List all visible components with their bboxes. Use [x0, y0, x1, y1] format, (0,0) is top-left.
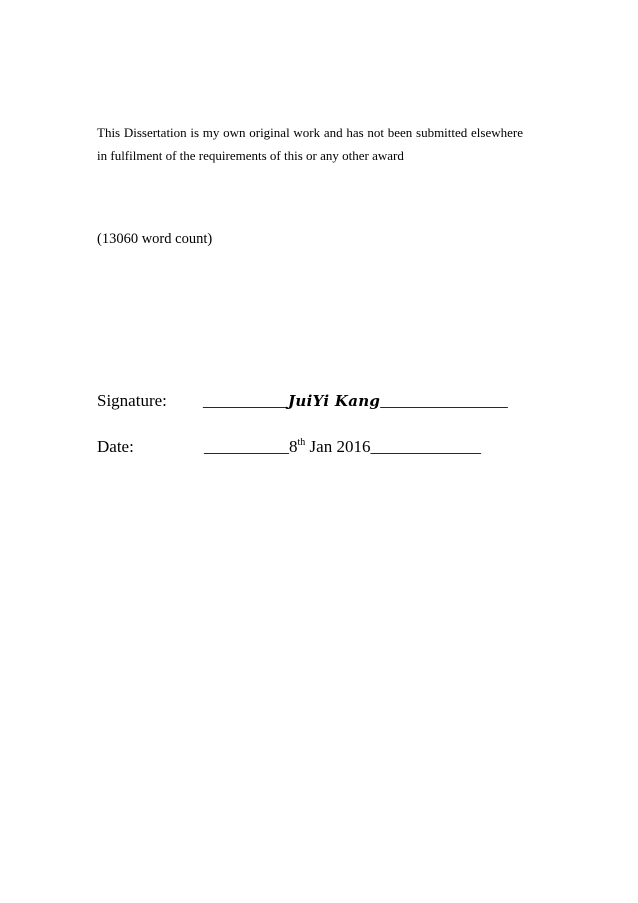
- date-day: 8: [289, 437, 298, 456]
- word-count: (13060 word count): [97, 231, 213, 247]
- date-ordinal: th: [297, 437, 306, 448]
- date-label: Date:: [97, 437, 134, 456]
- date-month-year: Jan 2016: [305, 437, 371, 456]
- date-blank-before: __________: [204, 437, 289, 456]
- signature-blank-after: _______________: [380, 391, 508, 410]
- signature-value: JuiYi Kang: [288, 392, 381, 410]
- date-blank-after: _____________: [370, 437, 481, 456]
- declaration-statement: This Dissertation is my own original work and has not been submitted elsewhere in fulfilment of the requirements of this or any other award: [97, 125, 523, 163]
- signature-blank-before: __________: [203, 391, 288, 410]
- date-field: [204, 435, 481, 459]
- signature-label: Signature:: [97, 391, 167, 410]
- signature-field: [203, 389, 508, 413]
